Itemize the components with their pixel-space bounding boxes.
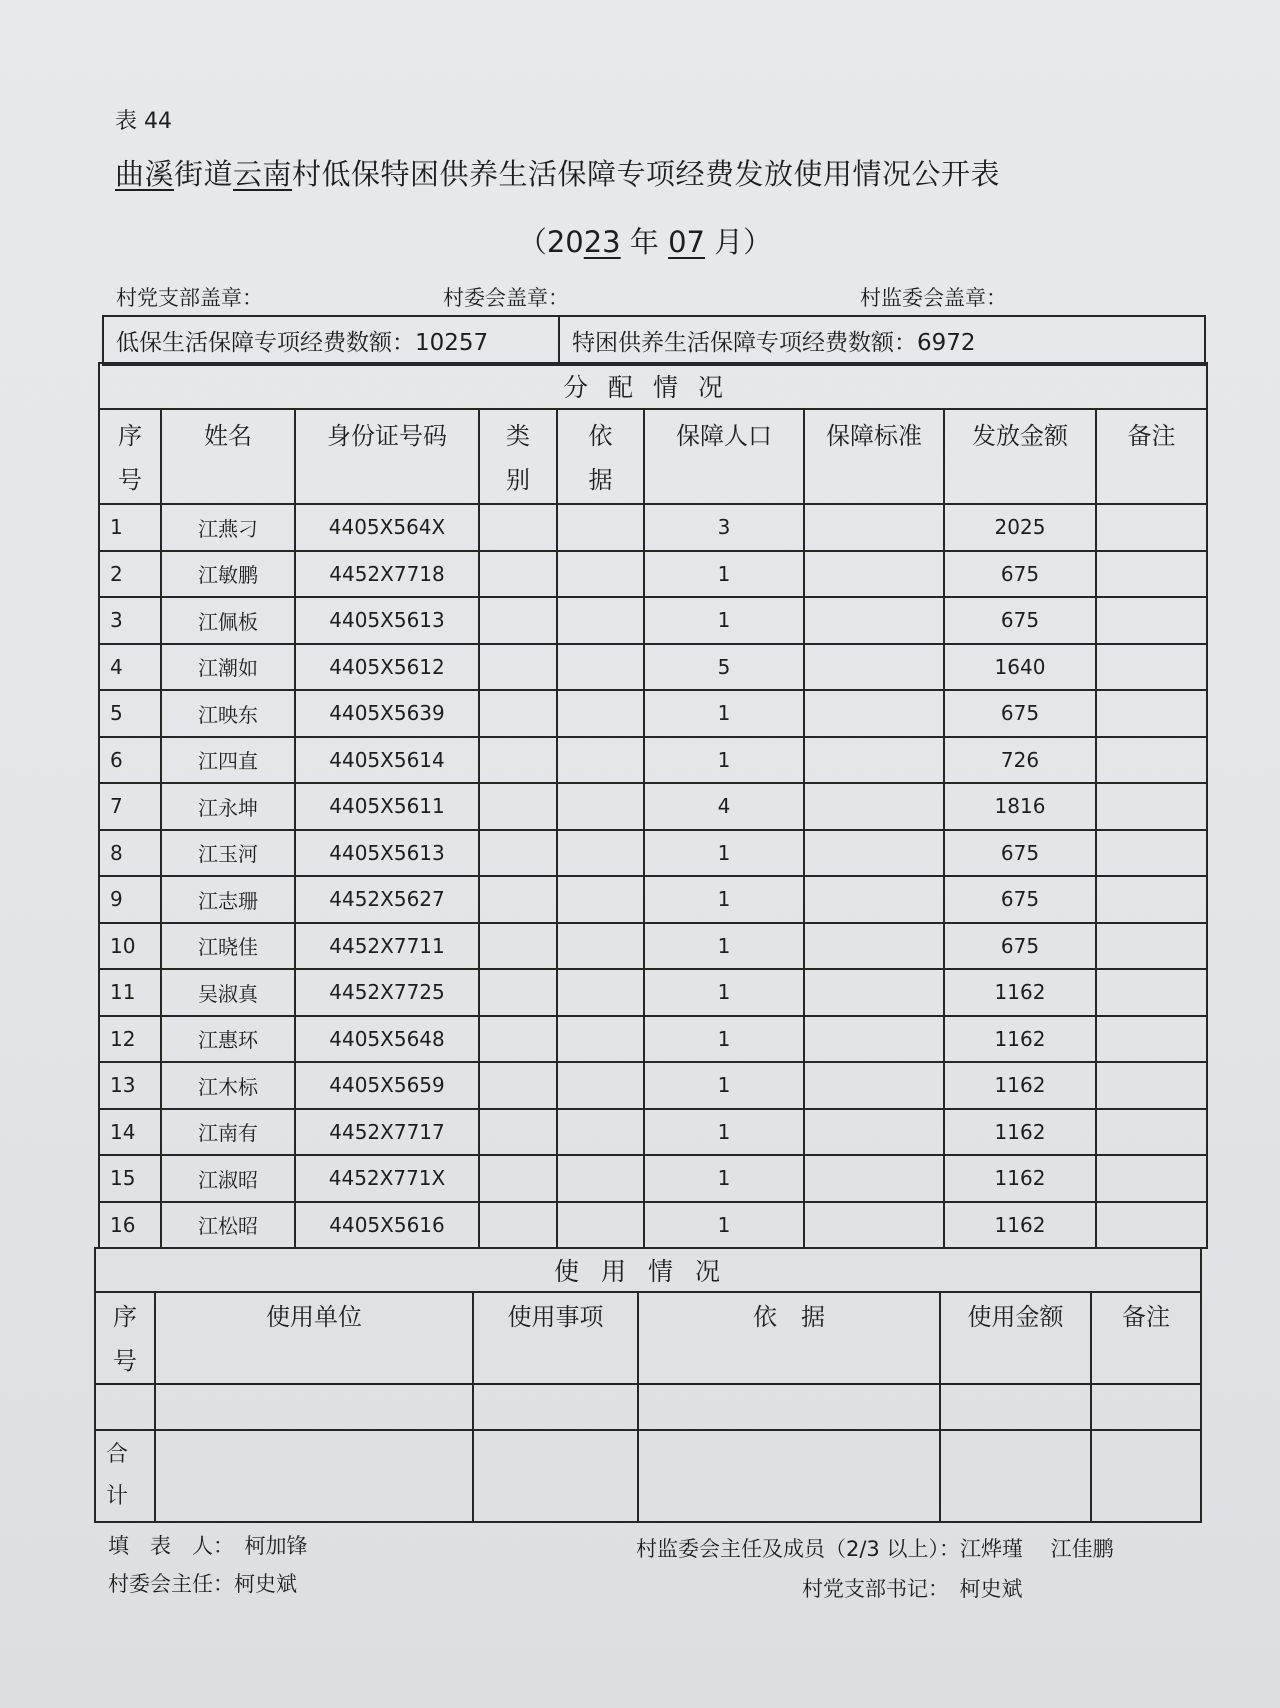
dibao-fund-amount: 低保生活保障专项经费数额：10257 (103, 316, 559, 365)
cell-standard (804, 876, 944, 923)
table-row (99, 690, 1207, 737)
cell-seq: 4 (99, 644, 161, 691)
header-seq (99, 409, 161, 504)
header-seq-1: 序 (118, 422, 142, 450)
allocation-section-title: 分配情况 (99, 363, 1207, 409)
allocation-section-row (99, 363, 1207, 409)
cell-population: 1 (644, 923, 804, 970)
cell-seq: 9 (99, 876, 161, 923)
header-id: 身份证号码 (295, 409, 479, 504)
cell-type (479, 969, 557, 1016)
cell-name: 江南有 (161, 1109, 295, 1156)
usage-header-seq (95, 1292, 155, 1384)
cell-population: 5 (644, 644, 804, 691)
cell-standard (804, 1062, 944, 1109)
cell-type (479, 830, 557, 877)
table-row (99, 1062, 1207, 1109)
cell-type (479, 783, 557, 830)
cell-basis (557, 876, 644, 923)
usage-header-unit: 使用单位 (155, 1292, 473, 1384)
cell-name: 江志珊 (161, 876, 295, 923)
allocation-rows (99, 504, 1207, 1248)
table-row (99, 1016, 1207, 1063)
cell-seq: 8 (99, 830, 161, 877)
cell-amount: 1162 (944, 1016, 1096, 1063)
cell-id-number: 4452X7718 (295, 551, 479, 598)
cell-seq: 10 (99, 923, 161, 970)
cell-amount: 1816 (944, 783, 1096, 830)
cell-basis (557, 1202, 644, 1249)
usage-total-cell (155, 1430, 473, 1522)
cell-name: 江映东 (161, 690, 295, 737)
cell-type (479, 690, 557, 737)
usage-section-title: 使用情况 (95, 1248, 1201, 1292)
supervisors: 村监委会主任及成员（2/3 以上）：江烨瑾 江佳鹏 (636, 1537, 1114, 1561)
table-row (99, 597, 1207, 644)
funds-row (103, 316, 1205, 365)
cell-seq: 6 (99, 737, 161, 784)
report-period (0, 220, 1280, 261)
cell-type (479, 504, 557, 551)
cell-seq: 14 (99, 1109, 161, 1156)
cell-amount: 675 (944, 597, 1096, 644)
cell-amount: 1162 (944, 1155, 1096, 1202)
header-remark: 备注 (1096, 409, 1207, 504)
usage-cell (940, 1384, 1091, 1430)
cell-amount: 675 (944, 830, 1096, 877)
cell-type (479, 551, 557, 598)
preparer: 填 表 人： 柯加锋 (108, 1534, 308, 1558)
cell-population: 1 (644, 1062, 804, 1109)
table-row (99, 551, 1207, 598)
cell-standard (804, 644, 944, 691)
cell-population: 3 (644, 504, 804, 551)
cell-name: 江淑昭 (161, 1155, 295, 1202)
cell-amount: 1640 (944, 644, 1096, 691)
supervision-committee-stamp-label: 村监委会盖章： (860, 286, 1007, 310)
cell-type (479, 1202, 557, 1249)
cell-id-number: 4405X5613 (295, 597, 479, 644)
village-committee-stamp-label: 村委会盖章： (443, 286, 569, 310)
header-basis-1: 依 (588, 422, 613, 450)
header-name: 姓名 (161, 409, 295, 504)
cell-seq: 11 (99, 969, 161, 1016)
cell-basis (557, 737, 644, 784)
cell-type (479, 1109, 557, 1156)
cell-name: 江木标 (161, 1062, 295, 1109)
cell-remark (1096, 551, 1207, 598)
usage-total-label-2: 计 (106, 1484, 129, 1509)
cell-type (479, 737, 557, 784)
document-title (115, 152, 1000, 193)
cell-standard (804, 1109, 944, 1156)
header-seq-2: 号 (118, 466, 142, 494)
cell-name: 江玉河 (161, 830, 295, 877)
cell-amount: 1162 (944, 969, 1096, 1016)
cell-standard (804, 551, 944, 598)
cell-remark (1096, 1202, 1207, 1249)
cell-remark (1096, 1016, 1207, 1063)
cell-basis (557, 504, 644, 551)
cell-population: 1 (644, 551, 804, 598)
cell-remark (1096, 1155, 1207, 1202)
cell-name: 江晓佳 (161, 923, 295, 970)
usage-total-row (95, 1430, 1201, 1522)
cell-basis (557, 1016, 644, 1063)
header-amount: 发放金额 (944, 409, 1096, 504)
cell-id-number: 4405X5613 (295, 830, 479, 877)
title-village-name: 云南 (233, 157, 293, 191)
cell-name: 江敏鹏 (161, 551, 295, 598)
cell-basis (557, 783, 644, 830)
cell-standard (804, 1016, 944, 1063)
cell-remark (1096, 969, 1207, 1016)
cell-standard (804, 923, 944, 970)
usage-cell (95, 1384, 155, 1430)
cell-basis (557, 1109, 644, 1156)
table-row (99, 504, 1207, 551)
cell-type (479, 923, 557, 970)
cell-standard (804, 969, 944, 1016)
usage-header-basis: 依 据 (638, 1292, 940, 1384)
usage-section-row (95, 1248, 1201, 1292)
cell-basis (557, 597, 644, 644)
cell-remark (1096, 597, 1207, 644)
cell-id-number: 4452X7725 (295, 969, 479, 1016)
cell-remark (1096, 644, 1207, 691)
cell-seq: 13 (99, 1062, 161, 1109)
usage-header-amount: 使用金额 (940, 1292, 1091, 1384)
cell-name: 江永坤 (161, 783, 295, 830)
cell-remark (1096, 504, 1207, 551)
cell-remark (1096, 1062, 1207, 1109)
usage-cell (155, 1384, 473, 1430)
period-close: 月） (704, 225, 773, 259)
cell-id-number: 4405X5639 (295, 690, 479, 737)
cell-remark (1096, 690, 1207, 737)
cell-basis (557, 969, 644, 1016)
cell-type (479, 876, 557, 923)
cell-name: 江惠环 (161, 1016, 295, 1063)
cell-id-number: 4452X5627 (295, 876, 479, 923)
cell-name: 吴淑真 (161, 969, 295, 1016)
table-row (99, 830, 1207, 877)
usage-total-label-1: 合 (106, 1442, 129, 1467)
cell-basis (557, 551, 644, 598)
table-number: 表 44 (115, 109, 172, 134)
cell-id-number: 4452X7711 (295, 923, 479, 970)
period-mid: 年 (620, 225, 669, 259)
cell-type (479, 1016, 557, 1063)
cell-type (479, 1155, 557, 1202)
period-year: 23 (583, 225, 621, 259)
cell-remark (1096, 737, 1207, 784)
usage-table (94, 1247, 1202, 1523)
cell-id-number: 4405X5659 (295, 1062, 479, 1109)
cell-basis (557, 830, 644, 877)
usage-header-seq-2: 号 (113, 1347, 137, 1375)
table-row (99, 923, 1207, 970)
period-month: 07 (668, 225, 705, 259)
party-branch-stamp-label: 村党支部盖章： (116, 286, 263, 310)
cell-standard (804, 1202, 944, 1249)
header-basis-2: 据 (588, 466, 613, 494)
cell-seq: 3 (99, 597, 161, 644)
cell-remark (1096, 783, 1207, 830)
cell-type (479, 1062, 557, 1109)
cell-seq: 1 (99, 504, 161, 551)
cell-id-number: 4452X771X (295, 1155, 479, 1202)
cell-basis (557, 644, 644, 691)
allocation-header-row (99, 409, 1207, 504)
cell-basis (557, 923, 644, 970)
cell-population: 1 (644, 1155, 804, 1202)
period-open: （20 (517, 225, 584, 259)
table-row (99, 644, 1207, 691)
cell-amount: 675 (944, 923, 1096, 970)
allocation-table (98, 362, 1208, 1249)
cell-amount: 1162 (944, 1062, 1096, 1109)
cell-population: 1 (644, 690, 804, 737)
tekun-fund-amount: 特困供养生活保障专项经费数额：6972 (559, 316, 1205, 365)
cell-standard (804, 1155, 944, 1202)
cell-remark (1096, 876, 1207, 923)
funds-table (102, 315, 1206, 366)
cell-population: 1 (644, 737, 804, 784)
header-standard: 保障标准 (804, 409, 944, 504)
table-row (99, 969, 1207, 1016)
cell-id-number: 4405X5616 (295, 1202, 479, 1249)
usage-total-cell (638, 1430, 940, 1522)
cell-standard (804, 690, 944, 737)
cell-id-number: 4405X564X (295, 504, 479, 551)
cell-remark (1096, 923, 1207, 970)
table-row (99, 876, 1207, 923)
table-row (99, 737, 1207, 784)
cell-id-number: 4405X5614 (295, 737, 479, 784)
cell-population: 1 (644, 969, 804, 1016)
header-type-2: 别 (506, 466, 530, 494)
cell-population: 1 (644, 1016, 804, 1063)
cell-remark (1096, 830, 1207, 877)
header-population: 保障人口 (644, 409, 804, 504)
header-type (479, 409, 557, 504)
cell-name: 江燕刁 (161, 504, 295, 551)
usage-total-cell (1091, 1430, 1201, 1522)
usage-total-cell (473, 1430, 638, 1522)
village-director: 村委会主任：柯史斌 (108, 1572, 297, 1596)
cell-amount: 675 (944, 690, 1096, 737)
header-type-1: 类 (506, 422, 530, 450)
cell-seq: 15 (99, 1155, 161, 1202)
cell-basis (557, 690, 644, 737)
title-rest: 村低保特困供养生活保障专项经费发放使用情况公开表 (292, 157, 1001, 191)
cell-population: 1 (644, 1202, 804, 1249)
cell-seq: 12 (99, 1016, 161, 1063)
cell-remark (1096, 1109, 1207, 1156)
usage-cell (638, 1384, 940, 1430)
usage-header-seq-1: 序 (113, 1303, 137, 1331)
cell-id-number: 4405X5611 (295, 783, 479, 830)
cell-seq: 2 (99, 551, 161, 598)
usage-header-remark: 备注 (1091, 1292, 1201, 1384)
table-row (99, 783, 1207, 830)
cell-amount: 675 (944, 876, 1096, 923)
table-row (99, 1202, 1207, 1249)
usage-header-matter: 使用事项 (473, 1292, 638, 1384)
table-row (99, 1109, 1207, 1156)
cell-population: 1 (644, 876, 804, 923)
cell-population: 1 (644, 597, 804, 644)
cell-name: 江潮如 (161, 644, 295, 691)
cell-population: 4 (644, 783, 804, 830)
cell-amount: 1162 (944, 1109, 1096, 1156)
title-street-name: 曲溪 (115, 157, 175, 191)
cell-basis (557, 1155, 644, 1202)
cell-seq: 7 (99, 783, 161, 830)
usage-header-row (95, 1292, 1201, 1384)
cell-basis (557, 1062, 644, 1109)
party-secretary: 村党支部书记： 柯史斌 (802, 1577, 1023, 1601)
usage-cell (1091, 1384, 1201, 1430)
cell-id-number: 4405X5648 (295, 1016, 479, 1063)
cell-population: 1 (644, 1109, 804, 1156)
cell-amount: 675 (944, 551, 1096, 598)
cell-population: 1 (644, 830, 804, 877)
cell-seq: 5 (99, 690, 161, 737)
cell-type (479, 597, 557, 644)
cell-id-number: 4452X7717 (295, 1109, 479, 1156)
usage-total-label (95, 1430, 155, 1522)
cell-type (479, 644, 557, 691)
cell-amount: 726 (944, 737, 1096, 784)
usage-cell (473, 1384, 638, 1430)
cell-standard (804, 830, 944, 877)
cell-name: 江松昭 (161, 1202, 295, 1249)
usage-empty-row (95, 1384, 1201, 1430)
cell-amount: 1162 (944, 1202, 1096, 1249)
header-basis (557, 409, 644, 504)
table-row (99, 1155, 1207, 1202)
cell-standard (804, 783, 944, 830)
cell-standard (804, 504, 944, 551)
usage-total-cell (940, 1430, 1091, 1522)
cell-standard (804, 597, 944, 644)
cell-name: 江四直 (161, 737, 295, 784)
title-street-suffix: 街道 (174, 157, 234, 191)
cell-name: 江佩板 (161, 597, 295, 644)
cell-amount: 2025 (944, 504, 1096, 551)
cell-seq: 16 (99, 1202, 161, 1249)
cell-id-number: 4405X5612 (295, 644, 479, 691)
cell-standard (804, 737, 944, 784)
